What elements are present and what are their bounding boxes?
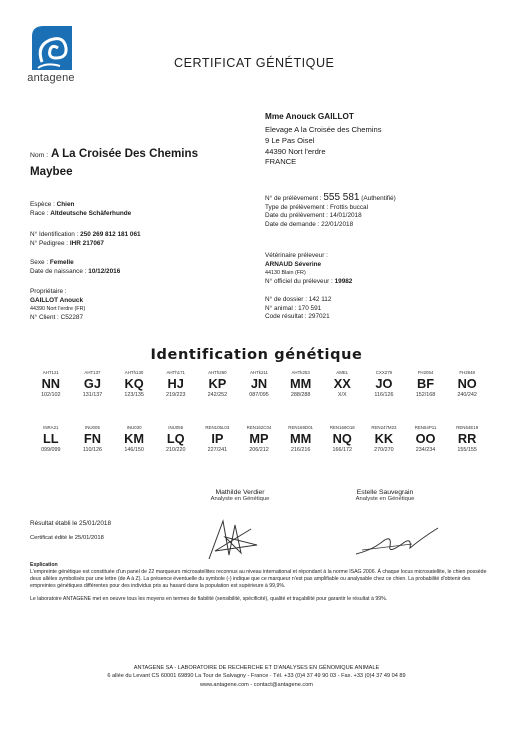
genotype-cell: [284, 370, 318, 399]
address-line: 9 Le Pas Oisel: [265, 135, 315, 145]
logo-swirl-icon: [20, 22, 80, 74]
explanation-heading: Explication: [30, 562, 58, 568]
genotype-cell: [159, 425, 193, 454]
genotype-cell: [284, 425, 318, 454]
marker-label: AHTk211: [250, 370, 268, 375]
vet-block: [265, 252, 495, 286]
address-line: 44390 Nort l'erdre: [265, 146, 326, 156]
name-line2: Maybee: [30, 165, 73, 178]
genotype-value: NN: [41, 376, 61, 391]
vet-official-label: N° officiel du préleveur :: [265, 277, 333, 285]
footer-line: ANTAGENE SA - LABORATOIRE DE RECHERCHE ET D'ANALYSES EN GÉNOMIQUE ANIMALE: [133, 665, 380, 671]
marker-label: REN105L03: [205, 425, 230, 430]
marker-label: REN169D01: [288, 425, 313, 430]
result-date: Résultat établi le 25/01/2018: [30, 520, 112, 527]
sex-label: Sexe :: [30, 259, 49, 266]
genotype-cell: [200, 425, 234, 454]
genotype-value: IP: [211, 431, 224, 446]
allele-value: X/X: [337, 392, 347, 398]
footer: [0, 664, 513, 689]
marker-label: REN64E19: [456, 425, 479, 430]
genotype-cell: [75, 425, 109, 454]
file-block: [265, 296, 495, 322]
genotype-cell: [242, 370, 276, 399]
genotype-cell: [159, 370, 193, 399]
genotype-value: RR: [457, 431, 477, 446]
explanation-text: L'empreinte génétique est constituée d'un panel de 22 marqueurs microsatellites reconnus au niveau international et répondant à la norme ISAG 2006. À chaque locus microsatellite, le chien possède deux allèles symbolisés par une lettre (de A à Z). La présence éventuelle du symbole (-) indique que ce marqueur n'est pas amplifiable ou analysable chez ce chien. La probabilité d'obtenir des empreintes génétiques différentes pour des individus pris au hasard dans la population est supérieure à 99,9%.: [30, 569, 487, 589]
animal-number: 170 591: [298, 304, 322, 312]
species-breed-block: [30, 201, 255, 218]
marker-label: AHT137: [84, 370, 101, 375]
signatory-role: Analyste en Génétique: [355, 496, 415, 502]
genotype-value: BF: [417, 376, 435, 391]
animal-number-label: N° animal :: [265, 304, 297, 312]
allele-value: 210/220: [165, 447, 186, 453]
allele-value: 242/252: [207, 392, 228, 398]
id-label: N° Identification :: [30, 231, 79, 238]
marker-label: AHT121: [42, 370, 59, 375]
breed-value: Altdeutsche Schäferhunde: [50, 209, 132, 217]
sample-block: [265, 194, 495, 229]
result-code: 297021: [308, 313, 330, 321]
quality-statement: Le laboratoire ANTAGENE met en oeuvre tous les moyens en termes de fiabilité (sensibilité, spécificité), qualité et traçabilité pour garantir le résultat à 99%.: [30, 596, 388, 602]
genotype-value: MM: [289, 431, 312, 446]
address-line: FRANCE: [265, 157, 297, 167]
marker-label: INU005: [85, 425, 100, 430]
sample-number-label: N° de prélèvement :: [265, 195, 322, 202]
marker-label: REN162C04: [246, 425, 272, 430]
client-label: N° Client :: [30, 313, 59, 321]
genotype-cell: [34, 425, 68, 454]
genotype-cell: [75, 370, 109, 399]
owner-name: GAILLOT Anouck: [30, 296, 84, 304]
owner-label: Propriétaire :: [30, 288, 67, 295]
marker-label: REN54P11: [414, 425, 437, 430]
recipient-name: Mme Anouck GAILLOT: [265, 112, 354, 121]
marker-label: INU030: [126, 425, 142, 430]
owner-city: 44390 Nort l'erdre (FR): [30, 306, 86, 313]
genotype-value: NQ: [332, 431, 352, 446]
certificate-date: Certificat édité le 25/01/2018: [30, 535, 104, 541]
genotype-cell: [117, 425, 151, 454]
vet-label: Vétérinaire préleveur :: [265, 252, 328, 259]
allele-value: 110/126: [82, 447, 102, 453]
marker-label: AHTh130: [124, 370, 144, 375]
handwritten-signature-left: [205, 515, 265, 565]
identification-title: Identification génétique: [150, 347, 363, 363]
marker-label: INRA21: [43, 425, 59, 430]
sex-value: Femelle: [49, 259, 74, 266]
genotype-cell: [325, 425, 359, 454]
genotype-value: LL: [42, 431, 59, 446]
vet-city: 44130 Blain (FR): [265, 270, 306, 277]
genotype-cell: [34, 370, 68, 399]
birth-label: Date de naissance :: [30, 267, 87, 275]
species-label: Espèce :: [30, 201, 55, 208]
footer-line: www.antagene.com - contact@antagene.com: [200, 681, 313, 688]
genotype-value: KQ: [124, 376, 144, 391]
genotype-value: FN: [83, 431, 101, 446]
marker-label: FH2848: [459, 370, 475, 375]
species-value: Chien: [56, 201, 75, 208]
genotype-value: MP: [249, 431, 269, 446]
genotype-cell: [450, 370, 484, 399]
breed-label: Race :: [30, 209, 49, 217]
signatory-name: Estelle Sauvegrain: [356, 489, 414, 496]
genotype-cell: [367, 370, 401, 399]
result-code-label: Code résultat :: [265, 313, 307, 321]
genotype-value: MM: [289, 376, 312, 391]
pedigree-label: N° Pedigree :: [30, 239, 69, 247]
allele-value: 155/155: [457, 447, 477, 453]
signatory-role: Analyste en Génétique: [210, 496, 270, 502]
id-value: 250 269 812 181 061: [80, 231, 141, 238]
genotype-value: NO: [457, 376, 477, 391]
allele-value: 288/288: [290, 392, 311, 398]
animal-name: [30, 146, 198, 180]
identification-block: [30, 231, 255, 248]
allele-value: 131/137: [82, 392, 103, 398]
birth-value: 10/12/2016: [88, 267, 121, 275]
allele-value: 270/270: [374, 447, 394, 453]
allele-value: 219/223: [165, 392, 186, 398]
marker-label: INU055: [168, 425, 184, 430]
signature-left: [180, 489, 300, 502]
genotype-value: JN: [250, 376, 268, 391]
address-line: Elevage A la Croisée des Chemins: [265, 125, 382, 134]
allele-value: 216/216: [290, 447, 311, 453]
request-date-label: Date de demande :: [265, 220, 320, 228]
footer-line: 6 allée du Levant CS 60001 69890 La Tour de Salvagny - France · Tél. +33 (0)4 37 49 90 03 - Fax. +33 (0)4 37 49 04 89: [107, 673, 406, 680]
marker-label: REN247M23: [371, 425, 397, 430]
genotype-value: GJ: [83, 376, 101, 391]
marker-label: AHTh260: [208, 370, 227, 375]
owner-block: [30, 288, 255, 322]
sample-note: (Authentifié): [361, 195, 396, 202]
marker-label: AMEL: [336, 370, 349, 375]
allele-value: 146/150: [124, 447, 144, 453]
genotype-value: XX: [333, 376, 351, 391]
vet-official: 19982: [334, 277, 353, 285]
genotype-cell: [409, 370, 443, 399]
client-value: C52287: [60, 313, 84, 321]
allele-value: 234/234: [415, 447, 436, 453]
sex-birth-block: [30, 259, 255, 276]
sample-type-label: Type de prélèvement :: [265, 203, 329, 211]
page-title: CERTIFICAT GÉNÉTIQUE: [174, 56, 335, 70]
allele-value: 123/135: [124, 392, 144, 398]
genotype-value: HJ: [167, 376, 184, 391]
recipient-address: [265, 125, 382, 168]
allele-value: 102/102: [41, 392, 61, 398]
dossier-value: 142 112: [308, 296, 332, 303]
genotype-cell: [450, 425, 484, 454]
request-date: 22/01/2018: [321, 220, 354, 228]
allele-value: 166/172: [332, 447, 353, 453]
marker-label: REN169O18: [329, 425, 355, 430]
genotype-row-2: [30, 425, 490, 467]
genotype-cell: [242, 425, 276, 454]
signature-right: [320, 489, 450, 502]
genotype-cell: [117, 370, 151, 399]
name-label: Nom :: [30, 152, 49, 159]
marker-label: AHTh171: [166, 370, 185, 375]
genotype-cell: [409, 425, 443, 454]
marker-label: CXX279: [375, 370, 393, 375]
signatory-name: Mathilde Verdier: [215, 489, 265, 496]
handwritten-signature-right: [352, 520, 442, 560]
allele-value: 240/242: [457, 392, 477, 398]
marker-label: FH2054: [417, 370, 434, 375]
genotype-value: JO: [375, 376, 393, 391]
allele-value: 099/099: [41, 447, 61, 453]
genotype-value: KK: [374, 431, 394, 446]
allele-value: 227/241: [207, 447, 228, 453]
explanation-block: [30, 562, 490, 603]
genotype-cell: [325, 370, 359, 399]
allele-value: 152/168: [415, 392, 436, 398]
allele-value: 206/212: [249, 447, 269, 453]
genotype-cell: [367, 425, 401, 454]
marker-label: AHTk253: [291, 370, 310, 375]
pedigree-value: IHR 217067: [69, 239, 104, 247]
sample-number: 555 581: [323, 192, 360, 203]
genotype-value: KP: [208, 376, 227, 391]
genotype-value: LQ: [166, 431, 185, 446]
genotype-value: OO: [415, 431, 436, 446]
genotype-value: KM: [124, 431, 145, 446]
sample-date-label: Date du prélèvement :: [265, 212, 328, 220]
allele-value: 116/126: [374, 392, 394, 398]
vet-name: ARNAUD Séverine: [265, 260, 322, 268]
sample-type: Frottis buccal: [330, 203, 369, 211]
logo-text: antagene: [27, 72, 75, 84]
name-line1: A La Croisée Des Chemins: [50, 147, 199, 160]
genotype-row-1: [30, 370, 490, 412]
dossier-label: N° de dossier :: [265, 296, 307, 303]
sample-date: 14/01/2018: [329, 212, 362, 220]
genotype-cell: [200, 370, 234, 399]
allele-value: 087/095: [249, 392, 269, 398]
